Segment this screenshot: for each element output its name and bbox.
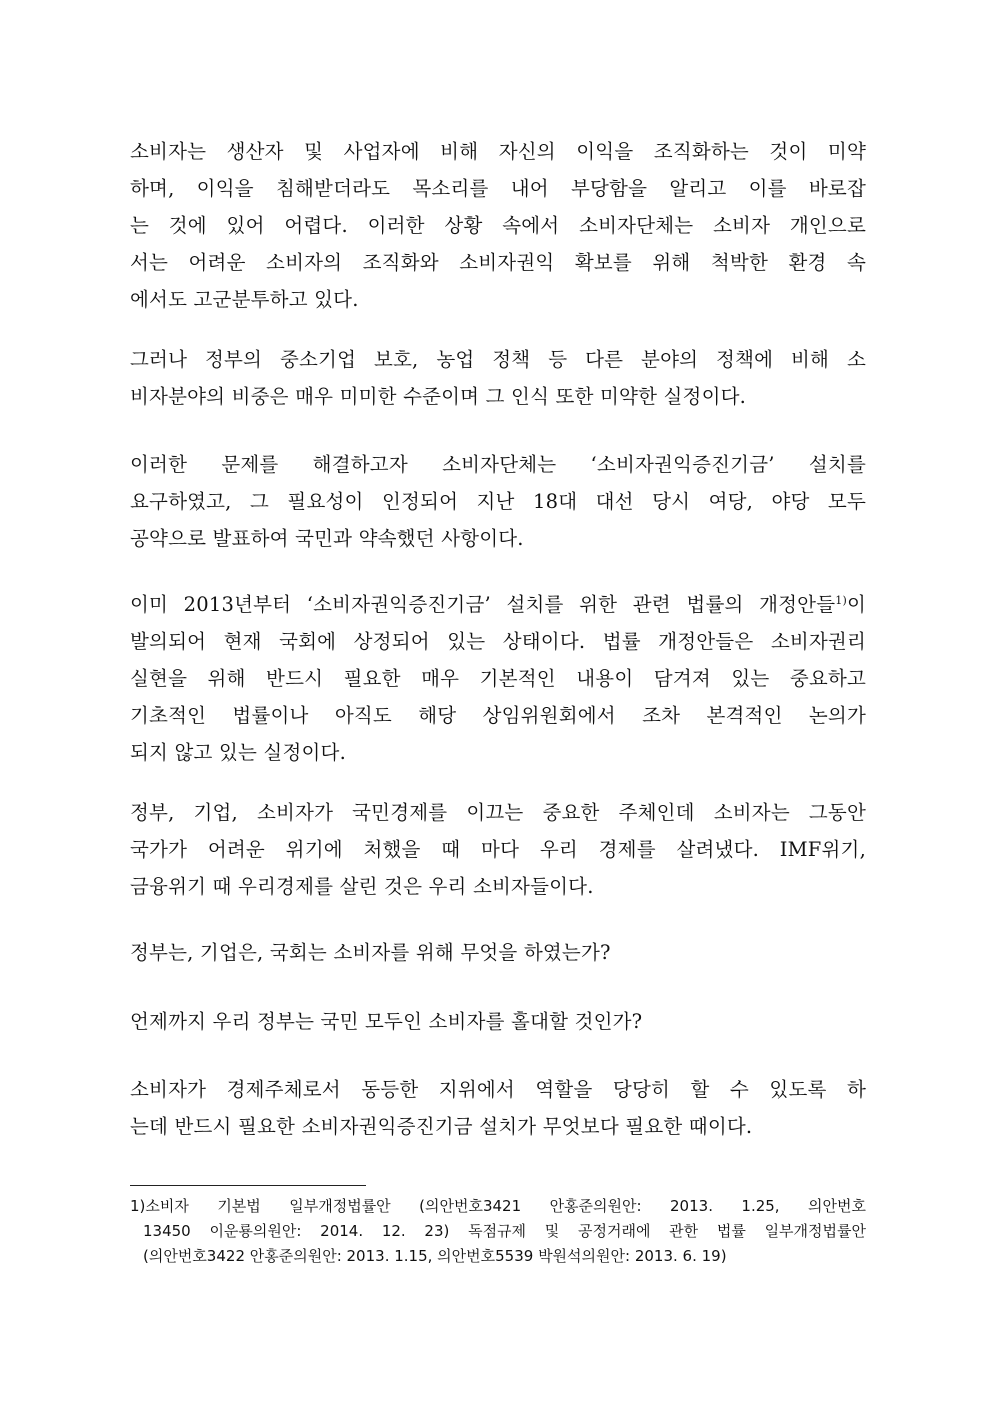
paragraph-line: 비자분야의 비중은 매우 미미한 수준이며 그 인식 또한 미약한 실정이다. [130, 385, 747, 408]
paragraph-line: 정부는, 기업은, 국회는 소비자를 위해 무엇을 하였는가? [130, 941, 611, 964]
footnote-reference[interactable]: 1) [835, 594, 847, 607]
paragraph-line: 국가가 어려운 위기에 처했을 때 마다 우리 경제를 살려냈다. IMF위기, [130, 838, 866, 861]
line-text-after-ref: 이 [846, 593, 866, 616]
paragraph-8 [130, 1071, 866, 1145]
paragraph-line: 발의되어 현재 국회에 상정되어 있는 상태이다. 법률 개정안들은 소비자권리 [130, 630, 866, 653]
footnote [130, 1194, 866, 1269]
paragraph-line: 금융위기 때 우리경제를 살린 것은 우리 소비자들이다. [130, 875, 594, 898]
paragraph-4 [130, 586, 866, 771]
paragraph-line: 정부, 기업, 소비자가 국민경제를 이끄는 중요한 주체인데 소비자는 그동안 [130, 801, 866, 824]
line-text-before-ref: 이미 2013년부터 ‘소비자권익증진기금’ 설치를 위한 관련 법률의 개정안들 [130, 593, 836, 616]
paragraph-line: 그러나 정부의 중소기업 보호, 농업 정책 등 다른 분야의 정책에 비해 소 [130, 348, 866, 371]
paragraph-line-with-footnote [130, 586, 866, 623]
paragraph-2 [130, 341, 866, 415]
paragraph-line: 기초적인 법률이나 아직도 해당 상임위원회에서 조차 본격적인 논의가 [130, 704, 866, 727]
paragraph-line: 언제까지 우리 정부는 국민 모두인 소비자를 홀대할 것인가? [130, 1010, 643, 1033]
paragraph-line: 요구하였고, 그 필요성이 인정되어 지난 18대 대선 당시 여당, 야당 모두 [130, 490, 866, 513]
paragraph-line: 는 것에 있어 어렵다. 이러한 상황 속에서 소비자단체는 소비자 개인으로 [130, 214, 866, 237]
paragraph-line: 하며, 이익을 침해받더라도 목소리를 내어 부당함을 알리고 이를 바로잡 [130, 177, 866, 200]
paragraph-line: 소비자는 생산자 및 사업자에 비해 자신의 이익을 조직화하는 것이 미약 [130, 140, 866, 163]
paragraph-line: 되지 않고 있는 실정이다. [130, 741, 346, 764]
paragraph-1 [130, 133, 866, 318]
footnote-line: 13450 이운룡의원안: 2014. 12. 23) 독점규제 및 공정거래에 관한 법률 일부개정법률안 [143, 1222, 866, 1240]
paragraph-line: 에서도 고군분투하고 있다. [130, 288, 359, 311]
paragraph-7 [130, 1003, 866, 1040]
footnote-divider [130, 1185, 366, 1186]
paragraph-line: 이러한 문제를 해결하고자 소비자단체는 ‘소비자권익증진기금’ 설치를 [130, 453, 866, 476]
footnote-line: 1)소비자 기본법 일부개정법률안 (의안번호3421 안홍준의원안: 2013. 1.25, 의안번호 [130, 1197, 866, 1215]
paragraph-line: 서는 어려운 소비자의 조직화와 소비자권익 확보를 위해 척박한 환경 속 [130, 251, 866, 274]
paragraph-line: 실현을 위해 반드시 필요한 매우 기본적인 내용이 담겨져 있는 중요하고 [130, 667, 866, 690]
paragraph-6 [130, 934, 866, 971]
paragraph-line: 소비자가 경제주체로서 동등한 지위에서 역할을 당당히 할 수 있도록 하 [130, 1078, 866, 1101]
paragraph-3 [130, 446, 866, 557]
paragraph-line: 는데 반드시 필요한 소비자권익증진기금 설치가 무엇보다 필요한 때이다. [130, 1115, 753, 1138]
footnote-line: (의안번호3422 안홍준의원안: 2013. 1.15, 의안번호5539 박원석의원안: 2013. 6. 19) [143, 1247, 727, 1265]
paragraph-line: 공약으로 발표하여 국민과 약속했던 사항이다. [130, 527, 524, 550]
paragraph-5 [130, 794, 866, 905]
